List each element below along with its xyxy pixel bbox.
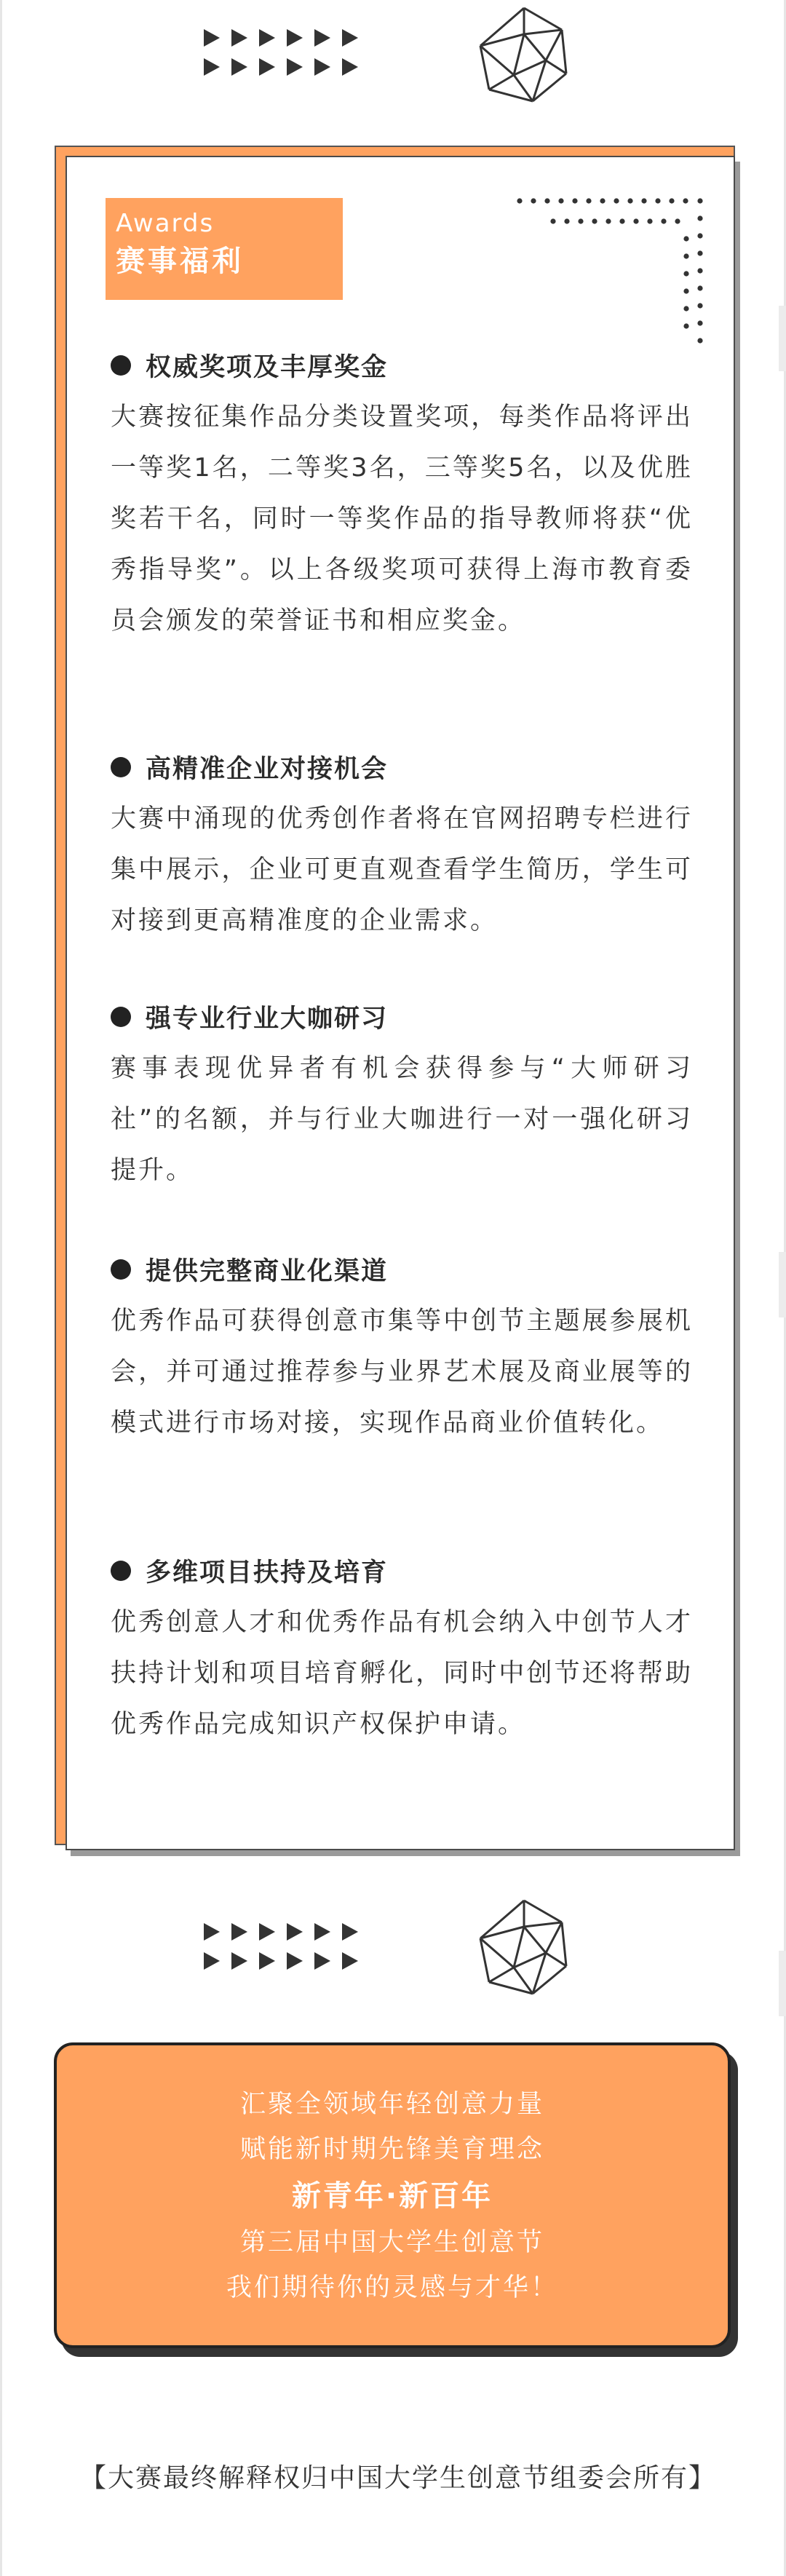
- awards-tag-english: Awards: [116, 209, 215, 238]
- section-body: 优秀作品可获得创意市集等中创节主题展参展机会，并可通过推荐参与业界艺术展及商业展等的模式进行市场对接，实现作品商业价值转化。: [111, 1307, 693, 1438]
- bullet-icon: [111, 355, 131, 376]
- bullet-icon: [111, 1259, 131, 1280]
- section-title: 提供完整商业化渠道: [146, 1257, 389, 1286]
- slogan-line: 第三届中国大学生创意节: [239, 2228, 544, 2257]
- section-body: 大赛按征集作品分类设置奖项，每类作品将评出一等奖1名，二等奖3名，三等奖5名，以及优胜奖若干名，同时一等奖作品的指导教师将获“优秀指导奖”。以上各级奖项可获得上海市教育委员会颁发的荣誉证书和相应奖金。: [111, 403, 693, 635]
- section-title: 高精准企业对接机会: [146, 755, 389, 784]
- award-section: [111, 1547, 693, 1750]
- section-title: 多维项目扶持及培育: [146, 1558, 389, 1588]
- award-section: [111, 744, 693, 946]
- edge-tab: [779, 1252, 786, 1317]
- slogan-line: 汇聚全领域年轻创意力量: [239, 2090, 544, 2119]
- award-section: [111, 1246, 693, 1448]
- arrow-rows-icon: [196, 20, 378, 86]
- section-body: 大赛中涌现的优秀创作者将在官网招聘专栏进行集中展示，企业可更直观查看学生简历，学生可对接到更高精准度的企业需求。: [111, 804, 693, 935]
- page-edge-left: [0, 0, 2, 2576]
- dot-pattern-icon: [509, 191, 713, 351]
- award-section: [111, 342, 693, 646]
- section-body: 优秀创意人才和优秀作品有机会纳入中创节人才扶持计划和项目培育孵化，同时中创节还将帮助优秀作品完成知识产权保护申请。: [111, 1608, 693, 1739]
- section-title: 强专业行业大咖研习: [146, 1004, 389, 1034]
- edge-tab: [779, 306, 786, 371]
- slogan-headline: 新青年·新百年: [291, 2179, 493, 2213]
- slogan-card: [54, 2042, 731, 2348]
- footer-note: 【大赛最终解释权归中国大学生创意节组委会所有】: [80, 2463, 717, 2493]
- award-section: [111, 994, 693, 1196]
- edge-tab: [779, 1951, 786, 2016]
- slogan-line: 我们期待你的灵感与才华！: [226, 2273, 558, 2302]
- polyhedron-icon: [473, 4, 575, 106]
- bullet-icon: [111, 1561, 131, 1581]
- arrow-rows-icon: [196, 1914, 378, 1980]
- slogan-line: 赋能新时期先锋美育理念: [239, 2135, 544, 2164]
- section-title: 权威奖项及丰厚奖金: [146, 353, 389, 382]
- bullet-icon: [111, 757, 131, 777]
- awards-tag: [106, 198, 343, 300]
- awards-tag-title: 赛事福利: [116, 245, 244, 278]
- polyhedron-icon: [473, 1896, 575, 1998]
- bullet-icon: [111, 1007, 131, 1027]
- section-body: 赛事表现优异者有机会获得参与“大师研习社”的名额，并与行业大咖进行一对一强化研习提升。: [111, 1054, 693, 1185]
